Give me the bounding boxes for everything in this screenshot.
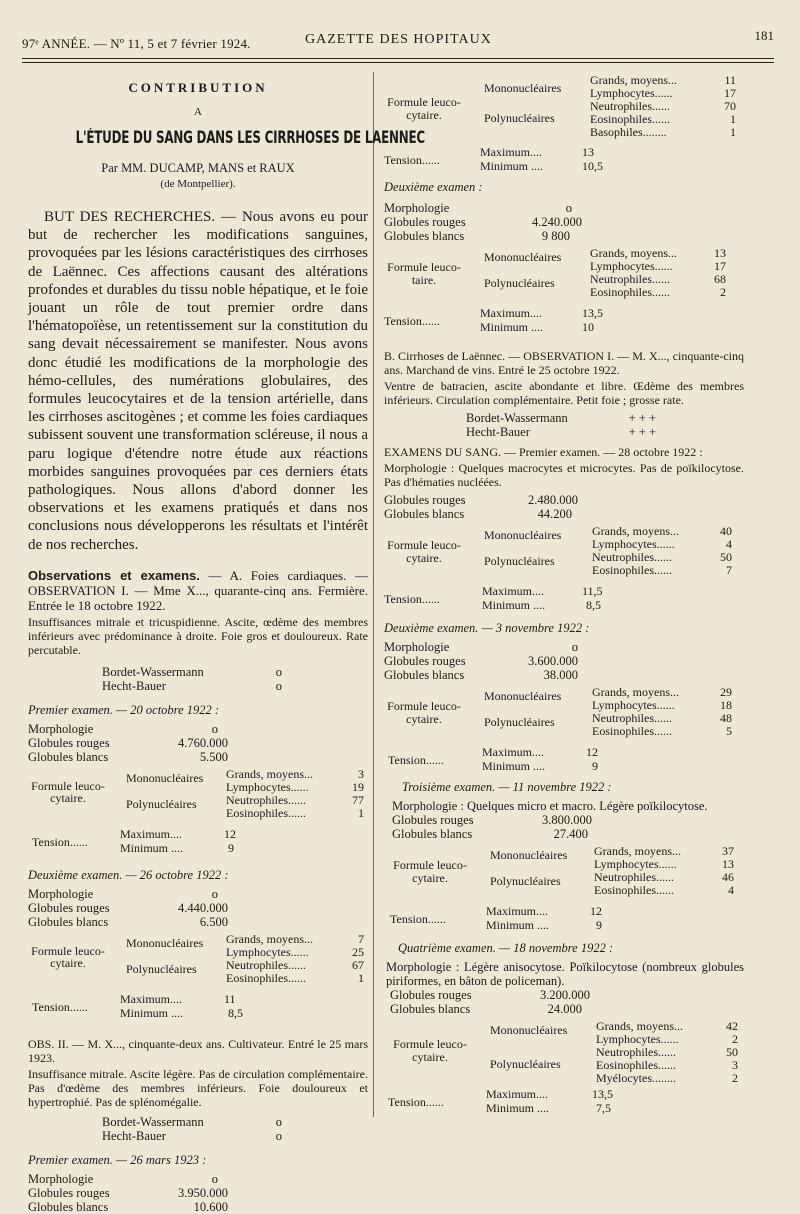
label-max: Maximum....: [486, 904, 548, 918]
rt-baso: 1: [730, 125, 736, 139]
ex4-eosino: 2: [720, 285, 726, 299]
ex1-min: 9: [228, 840, 234, 855]
label-max: Maximum....: [120, 991, 182, 1006]
obs3-text: Ventre de batracien, ascite abondante et libre. Œdème des membres inférieurs. Circulation complémentaire. Petit foie ; grosse rate.: [384, 379, 744, 407]
bw-value: o: [275, 664, 282, 679]
header-rule-2: [22, 62, 774, 63]
label-gb: Globules blancs: [384, 668, 465, 682]
label-gr: Globules rouges: [384, 654, 466, 668]
label-max: Maximum....: [482, 584, 544, 598]
label-gb: Globules blancs: [28, 749, 109, 764]
ex1-grands: 3: [358, 766, 364, 781]
ex4-morph: o: [565, 201, 572, 215]
rt-min: 10,5: [582, 159, 603, 173]
ex7-gb: 27.400: [553, 827, 588, 841]
ex2-gr: 4.440.000: [178, 900, 228, 915]
label-lympho: Lymphocytes......: [592, 537, 675, 551]
ex8-neutro: 50: [726, 1045, 738, 1059]
hb-value: o: [275, 1128, 282, 1143]
label-morph: Morphologie: [28, 886, 94, 901]
obs3-exams-intro: EXAMENS DU SANG. — Premier examen. — 28 octobre 1922 :: [384, 445, 703, 459]
ex3-gb: 10.600: [193, 1199, 228, 1214]
ex6-tension: [384, 746, 744, 776]
label-min: Minimum ....: [120, 840, 184, 855]
obs2-serology: [102, 1115, 368, 1143]
hb-value: + + +: [628, 425, 656, 439]
label-poly: Polynucléaires: [126, 961, 197, 976]
ex4-gr: 4.240.000: [532, 215, 582, 229]
journal-title: GAZETTE DES HOPITAUX: [305, 32, 492, 47]
label-poly: Polynucléaires: [126, 796, 197, 811]
ex4-tension: [384, 307, 744, 337]
ex1-counts: [28, 722, 368, 764]
bw-value: o: [275, 1114, 282, 1129]
header-rule: [22, 58, 774, 59]
label-gb: Globules blancs: [390, 1002, 471, 1016]
ex7-gr: 3.800.000: [542, 813, 592, 827]
ex1-eosino: 1: [358, 805, 364, 820]
label-tension: Tension......: [32, 999, 88, 1014]
obs2-text: Insuffisance mitrale. Ascite légère. Pas de circulation complémentaire. Pas d'œdème des membres inférieurs. Foie douloureux et hypertrophié. Pas de splénomégalie.: [28, 1066, 368, 1109]
article-authors: Par MM. DUCAMP, MANS et RAUX: [101, 161, 295, 175]
label-min: Minimum ....: [486, 918, 550, 932]
ex2-max: 11: [224, 991, 236, 1006]
ex2-title: Deuxième examen. — 26 octobre 1922 :: [28, 867, 229, 882]
label-formule: Formule leuco- taire.: [387, 260, 461, 287]
label-eosino: Eosinophiles......: [226, 805, 306, 820]
ex6-morph: o: [571, 640, 578, 654]
label-max: Maximum....: [486, 1087, 548, 1101]
issue-info: 97ᵉ ANNÉE. — Nº 11, 5 et 7 février 1924.: [22, 36, 251, 51]
ex6-min: 9: [592, 759, 598, 773]
label-min: Minimum ....: [486, 1101, 550, 1115]
label-gr: Globules rouges: [28, 1185, 110, 1200]
rt-grands: 11: [724, 73, 736, 87]
label-tension: Tension......: [384, 153, 440, 167]
ex5-max: 11,5: [582, 584, 603, 598]
ex1-lympho: 19: [352, 779, 364, 794]
ex5-gr: 2.480.000: [528, 493, 578, 507]
label-formule: Formule leuco- cytaire.: [387, 538, 461, 565]
label-tension: Tension......: [384, 314, 440, 328]
label-tension: Tension......: [388, 753, 444, 767]
ex4-counts: [384, 201, 744, 243]
label-neutro: Neutrophiles......: [592, 550, 672, 564]
ex7-max: 12: [590, 904, 602, 918]
right-column: [384, 74, 744, 1118]
label-grands: Grands, moyens...: [594, 844, 681, 858]
label-max: Maximum....: [120, 826, 182, 841]
label-grands: Grands, moyens...: [592, 685, 679, 699]
ex8-grands: 42: [726, 1019, 738, 1033]
label-morph: Morphologie: [384, 201, 450, 215]
ex6-counts: [384, 640, 744, 682]
label-max: Maximum....: [480, 145, 542, 159]
label-formule: Formule leuco- cytaire.: [393, 1037, 467, 1064]
label-mono: Mononucléaires: [484, 689, 562, 703]
label-gb: Globules blancs: [28, 1199, 109, 1214]
label-gr: Globules rouges: [28, 900, 110, 915]
label-formule: Formule leuco- cytaire.: [393, 858, 467, 885]
ex1-max: 12: [224, 826, 236, 841]
obs2-heading: OBS. II. — M. X..., cinquante-deux ans. Cultivateur. Entré le 25 mars 1923.: [28, 1036, 368, 1065]
label-mono: Mononucléaires: [484, 250, 562, 264]
label-gb: Globules blancs: [384, 229, 465, 243]
ex8-tension: [388, 1088, 744, 1118]
ex5-counts: [384, 493, 744, 521]
ex7-counts: [392, 813, 744, 841]
label-eosino: Eosinophiles......: [596, 1058, 676, 1072]
label-gr: Globules rouges: [390, 988, 472, 1002]
label-poly: Polynucléaires: [484, 554, 555, 568]
label-grands: Grands, moyens...: [596, 1019, 683, 1033]
label-gb: Globules blancs: [384, 507, 465, 521]
ex2-counts: [28, 887, 368, 929]
label-grands: Grands, moyens...: [590, 246, 677, 260]
label-lympho: Lymphocytes......: [226, 779, 309, 794]
ex1-gb: 5.500: [199, 749, 228, 764]
label-mono: Mononucléaires: [490, 848, 568, 862]
label-morph: Morphologie: [384, 640, 450, 654]
ex8-gb: 24.000: [547, 1002, 582, 1016]
ex8-min: 7,5: [596, 1101, 611, 1115]
rt-leuco: [384, 74, 744, 142]
rt-tension: [384, 146, 744, 176]
label-lympho: Lymphocytes......: [594, 857, 677, 871]
label-eosino: Eosinophiles......: [590, 285, 670, 299]
label-gr: Globules rouges: [28, 735, 110, 750]
label-baso: Basophiles........: [590, 125, 667, 139]
ex2-gb: 6.500: [199, 914, 228, 929]
ex8-morph: Morphologie : Légère anisocytose. Poïkilocytose (nombreux globules piriformes, en bâton de policeman).: [386, 960, 744, 988]
bw-label: Bordet-Wassermann: [102, 1114, 204, 1129]
bw-label: Bordet-Wassermann: [102, 664, 204, 679]
ex2-neutro: 67: [352, 957, 364, 972]
ex4-min: 10: [582, 320, 594, 334]
ex1-gr: 4.760.000: [178, 735, 228, 750]
label-neutro: Neutrophiles......: [592, 711, 672, 725]
ex7-tension: [390, 905, 744, 935]
ex3-counts: [28, 1172, 368, 1214]
hb-label: Hecht-Bauer: [102, 678, 166, 693]
page-header: [22, 28, 774, 54]
hb-value: o: [275, 678, 282, 693]
label-lympho: Lymphocytes......: [226, 944, 309, 959]
ex6-grands: 29: [720, 685, 732, 699]
label-eosino: Eosinophiles......: [592, 724, 672, 738]
label-min: Minimum ....: [480, 159, 544, 173]
ex2-leuco: [28, 933, 368, 989]
ex3-title: Premier examen. — 26 mars 1923 :: [28, 1152, 207, 1167]
ex7-min: 9: [596, 918, 602, 932]
label-eosino: Eosinophiles......: [594, 883, 674, 897]
label-morph: Morphologie: [28, 721, 94, 736]
ex6-lympho: 18: [720, 698, 732, 712]
article-title-2: A: [194, 106, 202, 118]
ex2-grands: 7: [358, 931, 364, 946]
label-neutro: Neutrophiles......: [226, 957, 306, 972]
ex8-max: 13,5: [592, 1087, 613, 1101]
label-tension: Tension......: [32, 834, 88, 849]
label-poly: Polynucléaires: [490, 1057, 561, 1071]
obs1-heading: [28, 568, 368, 613]
ex4-title: Deuxième examen :: [384, 180, 483, 194]
label-tension: Tension......: [390, 912, 446, 926]
ex8-counts: [390, 988, 744, 1016]
ex6-eosino: 5: [726, 724, 732, 738]
ex6-gb: 38.000: [543, 668, 578, 682]
ex5-min: 8,5: [586, 598, 601, 612]
ex7-grands: 37: [722, 844, 734, 858]
obs1-serology: [102, 665, 368, 693]
label-formule: Formule leuco- cytaire.: [387, 95, 461, 122]
label-grands: Grands, moyens...: [592, 524, 679, 538]
label-poly: Polynucléaires: [484, 715, 555, 729]
label-grands: Grands, moyens...: [590, 73, 677, 87]
obs3-heading: B. Cirrhoses de Laënnec. — OBSERVATION I. — M. X..., cinquante-cinq ans. Marchand de vins. Entré le 25 octobre 1922.: [384, 349, 744, 377]
label-formule: Formule leuco- cytaire.: [387, 699, 461, 726]
ex5-tension: [384, 585, 744, 615]
label-formule: Formule leuco- cytaire.: [31, 778, 105, 806]
ex2-lympho: 25: [352, 944, 364, 959]
ex2-eosino: 1: [358, 970, 364, 985]
label-eosino: Eosinophiles......: [590, 112, 670, 126]
ex5-gb: 44.200: [537, 507, 572, 521]
article-location: (de Montpellier).: [160, 178, 236, 190]
hb-label: Hecht-Bauer: [102, 1128, 166, 1143]
label-grands: Grands, moyens...: [226, 766, 313, 781]
label-neutro: Neutrophiles......: [226, 792, 306, 807]
ex7-morph: Morphologie : Quelques micro et macro. Légère poïkilocytose.: [392, 799, 708, 813]
ex5-eosino: 7: [726, 563, 732, 577]
ex7-lympho: 13: [722, 857, 734, 871]
ex8-leuco: [390, 1020, 744, 1084]
ex5-lympho: 4: [726, 537, 732, 551]
rt-eosino: 1: [730, 112, 736, 126]
ex5-neutro: 50: [720, 550, 732, 564]
bw-value: + + +: [628, 411, 656, 425]
label-lympho: Lymphocytes......: [592, 698, 675, 712]
label-poly: Polynucléaires: [490, 874, 561, 888]
ex7-neutro: 46: [722, 870, 734, 884]
label-mono: Mononucléaires: [126, 935, 204, 950]
ex4-neutro: 68: [714, 272, 726, 286]
label-grands: Grands, moyens...: [226, 931, 313, 946]
ex6-leuco: [384, 686, 744, 742]
ex3-morph: o: [211, 1171, 218, 1186]
label-gb: Globules blancs: [392, 827, 473, 841]
label-min: Minimum ....: [120, 1005, 184, 1020]
obs1-heading-rest: — A. Foies cardiaques. — OBSERVATION I. — Mme X..., quarante-cinq ans. Fermière. Entrée le 18 octobre 1922.: [28, 567, 368, 613]
ex5-grands: 40: [720, 524, 732, 538]
ex8-gr: 3.200.000: [540, 988, 590, 1002]
page-number: 181: [754, 28, 774, 43]
label-tension: Tension......: [388, 1095, 444, 1109]
obs1-heading-bold: Observations et examens.: [28, 567, 200, 583]
label-lympho: Lymphocytes......: [590, 86, 673, 100]
label-max: Maximum....: [480, 306, 542, 320]
label-mono: Mononucléaires: [490, 1023, 568, 1037]
label-poly: Polynucléaires: [484, 111, 555, 125]
ex1-morph: o: [211, 721, 218, 736]
label-gr: Globules rouges: [384, 493, 466, 507]
obs3-serology: [466, 411, 744, 439]
ex4-max: 13,5: [582, 306, 603, 320]
ex4-leuco: [384, 247, 744, 303]
hb-label: Hecht-Bauer: [466, 425, 530, 439]
label-mono: Mononucléaires: [484, 81, 562, 95]
label-tension: Tension......: [384, 592, 440, 606]
article-title-1: CONTRIBUTION: [128, 80, 268, 95]
bw-label: Bordet-Wassermann: [466, 411, 568, 425]
rt-max: 13: [582, 145, 594, 159]
label-min: Minimum ....: [482, 598, 546, 612]
obs1-text: Insuffisances mitrale et tricuspidienne. Ascite, œdème des membres inférieurs avec prédominance à droite. Foie gros et douloureux. Rate percutable.: [28, 614, 368, 657]
ex8-myelo: 2: [732, 1071, 738, 1085]
label-morph: Morphologie: [28, 1171, 94, 1186]
rt-neutro: 70: [724, 99, 736, 113]
label-min: Minimum ....: [482, 759, 546, 773]
ex4-lympho: 17: [714, 259, 726, 273]
ex1-neutro: 77: [352, 792, 364, 807]
ex7-leuco: [390, 845, 744, 901]
ex2-morph: o: [211, 886, 218, 901]
label-lympho: Lymphocytes......: [590, 259, 673, 273]
label-neutro: Neutrophiles......: [590, 272, 670, 286]
obs3-morph: Morphologie : Quelques macrocytes et microcytes. Pas de poïkilocytose. Pas d'hématies nucléées.: [384, 461, 744, 489]
label-formule: Formule leuco- cytaire.: [31, 943, 105, 971]
label-neutro: Neutrophiles......: [594, 870, 674, 884]
label-lympho: Lymphocytes......: [596, 1032, 679, 1046]
ex4-grands: 13: [714, 246, 726, 260]
label-min: Minimum ....: [480, 320, 544, 334]
label-gr: Globules rouges: [392, 813, 474, 827]
rt-lympho: 17: [724, 86, 736, 100]
article-title-3: L'ÉTUDE DU SANG DANS LES CIRRHOSES DE LAENNEC: [75, 128, 425, 147]
ex1-tension: [28, 828, 368, 858]
ex6-max: 12: [586, 745, 598, 759]
label-poly: Polynucléaires: [484, 276, 555, 290]
ex5-leuco: [384, 525, 744, 581]
label-eosino: Eosinophiles......: [592, 563, 672, 577]
ex7-title: Troisième examen. — 11 novembre 1922 :: [402, 780, 612, 794]
ex7-eosino: 4: [728, 883, 734, 897]
ex2-min: 8,5: [228, 1005, 243, 1020]
intro-paragraph: BUT DES RECHERCHES. — Nous avons eu pour but de rechercher les modifications sanguines, provoquées par les lésions caractéristiques des cirrhoses de Laënnec. Ces affections causant des altérations profondes et durables du tissu noble hépatique, et le foie jouant un rôle de tout premier ordre dans l'hématopoïèse, un retentissement sur la constitution du sang devait nécessairement se manifester. Nous avons donc étudié les modifications de la morphologie des hémo-cellules, des numérations globulaires, des formules leucocytaires et de la tension artérielle, dans les cirrhoses ascitogènes ; et comme les foies cardiaques subissent souvent une transformation scléreuse, il nous a paru logique d'étendre notre étude aux réactions morbides sanguines provoquées par ces derniers états pathologiques. Nous allons d'abord donner les observations et les examens pratiqués et dans nos conclusions nous développerons les résultats et l'intérêt de nos recherches.: [28, 209, 368, 553]
ex6-title: Deuxième examen. — 3 novembre 1922 :: [384, 621, 590, 635]
ex6-neutro: 48: [720, 711, 732, 725]
label-mono: Mononucléaires: [126, 770, 204, 785]
label-max: Maximum....: [482, 745, 544, 759]
ex8-title: Quatrième examen. — 18 novembre 1922 :: [398, 941, 614, 955]
column-divider: [373, 72, 374, 1117]
ex8-lympho: 2: [732, 1032, 738, 1046]
label-mono: Mononucléaires: [484, 528, 562, 542]
ex6-gr: 3.600.000: [528, 654, 578, 668]
label-eosino: Eosinophiles......: [226, 970, 306, 985]
ex1-leuco: [28, 768, 368, 824]
ex4-gb: 9 800: [541, 229, 570, 243]
label-myelo: Myélocytes........: [596, 1071, 676, 1085]
ex1-title: Premier examen. — 20 octobre 1922 :: [28, 702, 220, 717]
label-gr: Globules rouges: [384, 215, 466, 229]
label-gb: Globules blancs: [28, 914, 109, 929]
ex2-tension: [28, 993, 368, 1023]
ex8-eosino: 3: [732, 1058, 738, 1072]
ex3-gr: 3.950.000: [178, 1185, 228, 1200]
label-neutro: Neutrophiles......: [590, 99, 670, 113]
label-neutro: Neutrophiles......: [596, 1045, 676, 1059]
